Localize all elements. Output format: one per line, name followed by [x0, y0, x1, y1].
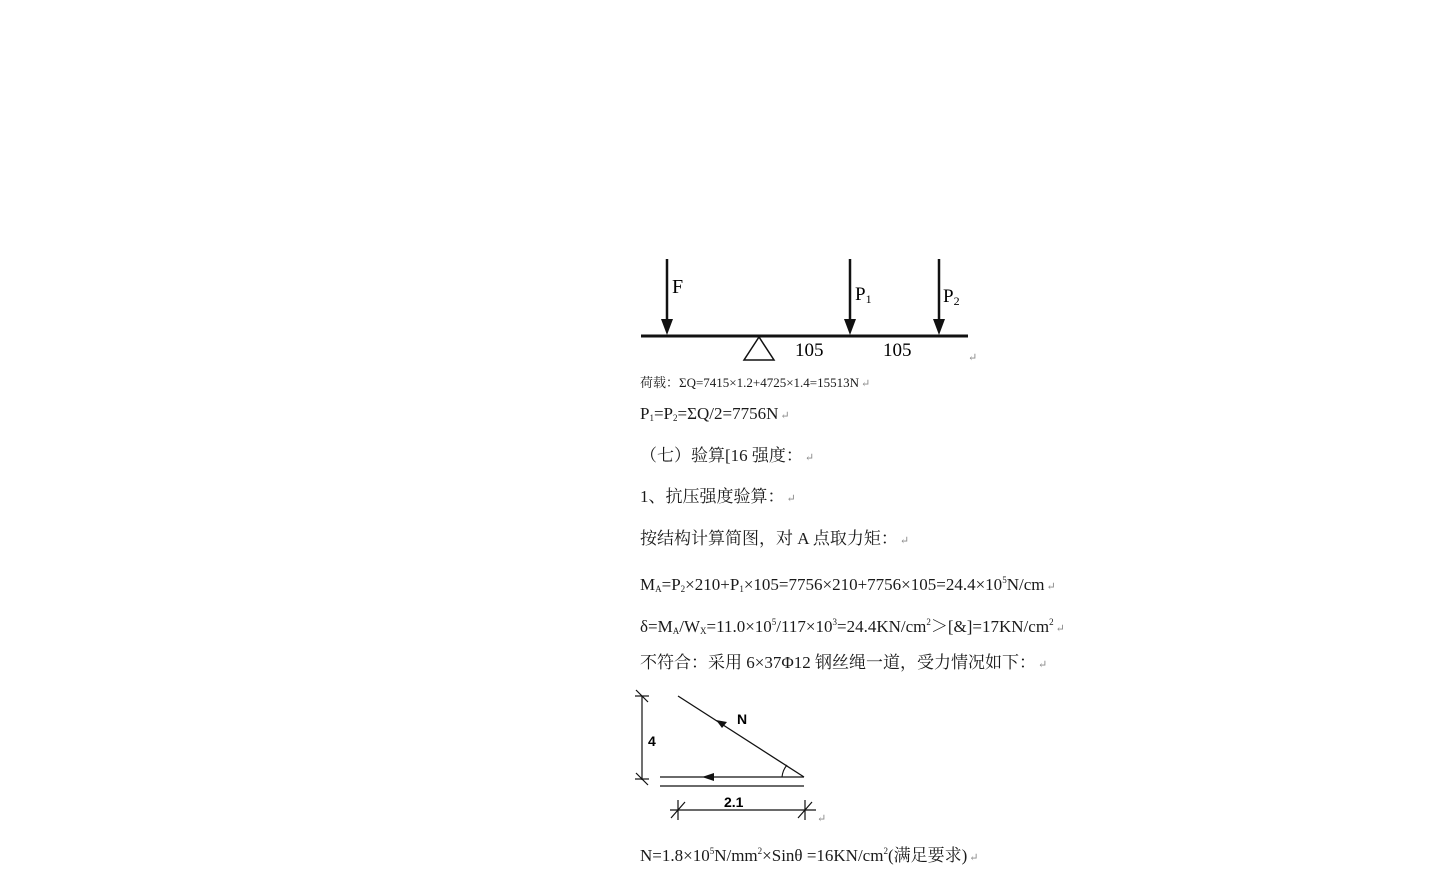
item-heading: 1、抗压强度验算： ↵ [640, 487, 796, 506]
paragraph-mark: ↵ [968, 352, 978, 364]
force-p2-label: P2 [943, 286, 960, 308]
force-n-label: N [737, 711, 748, 727]
moment-equation-line: $M_A=P_2\times 210+P_1\times 105=7756\times 210+7756\times 105=24.4\times 10^5N/cm$ ↵ [640, 575, 1056, 594]
base-label: 2.1 [724, 794, 744, 810]
rope-line [678, 696, 804, 777]
force-p1-label: P1 [855, 284, 872, 306]
dimension-105-b: 105 [883, 340, 912, 361]
n-equation-line: $N=1.8\times 10^5N/mm^2\times Sin\theta =16KN/cm^2$(满足要求) ↵ [640, 846, 979, 865]
moment-intro-line: 按结构计算简图，对 A 点取力矩： ↵ [640, 529, 910, 548]
horizontal-arrowhead [702, 773, 714, 781]
beam-load-diagram [630, 255, 990, 365]
force-p1-arrow [844, 259, 872, 335]
stress-equation-line: $\delta=M_A/W_X=11.0\times 10^5/117\times 10^3=24.4KN/cm^2>[\&]=17KN/cm^2↵$ [640, 617, 1065, 636]
paragraph-mark: ↵ [1055, 623, 1065, 635]
paragraph-mark: ↵ [780, 410, 790, 422]
force-f-label: F [672, 276, 684, 298]
section-heading: （七）验算[16 强度： ↵ [640, 446, 815, 465]
load-line [640, 372, 870, 395]
height-label: 4 [648, 733, 656, 749]
force-f-arrow [661, 259, 683, 335]
support-triangle [744, 337, 774, 360]
paragraph-mark: ↵ [817, 813, 827, 825]
load-text: 荷载：ΣQ=7415×1.2+4725×1.4=15513N [640, 375, 860, 390]
angle-arc [782, 765, 787, 777]
force-p2-arrow [933, 259, 960, 335]
paragraph-mark: ↵ [804, 452, 815, 464]
paragraph-mark: ↵ [969, 852, 979, 864]
p-equation-line: $P_1=P_2=\Sigma Q/2=7756N$ ↵ [640, 404, 790, 423]
paragraph-mark: ↵ [786, 493, 796, 505]
rope-note-line: 不符合：采用 6×37Φ12 钢丝绳一道，受力情况如下： ↵ [640, 653, 1048, 672]
paragraph-mark: ↵ [861, 378, 871, 390]
rope-force-diagram [630, 688, 830, 828]
paragraph-mark: ↵ [1046, 581, 1056, 593]
paragraph-mark: ↵ [1038, 659, 1048, 671]
dimension-105-a: 105 [795, 340, 824, 361]
paragraph-mark: ↵ [899, 535, 910, 547]
